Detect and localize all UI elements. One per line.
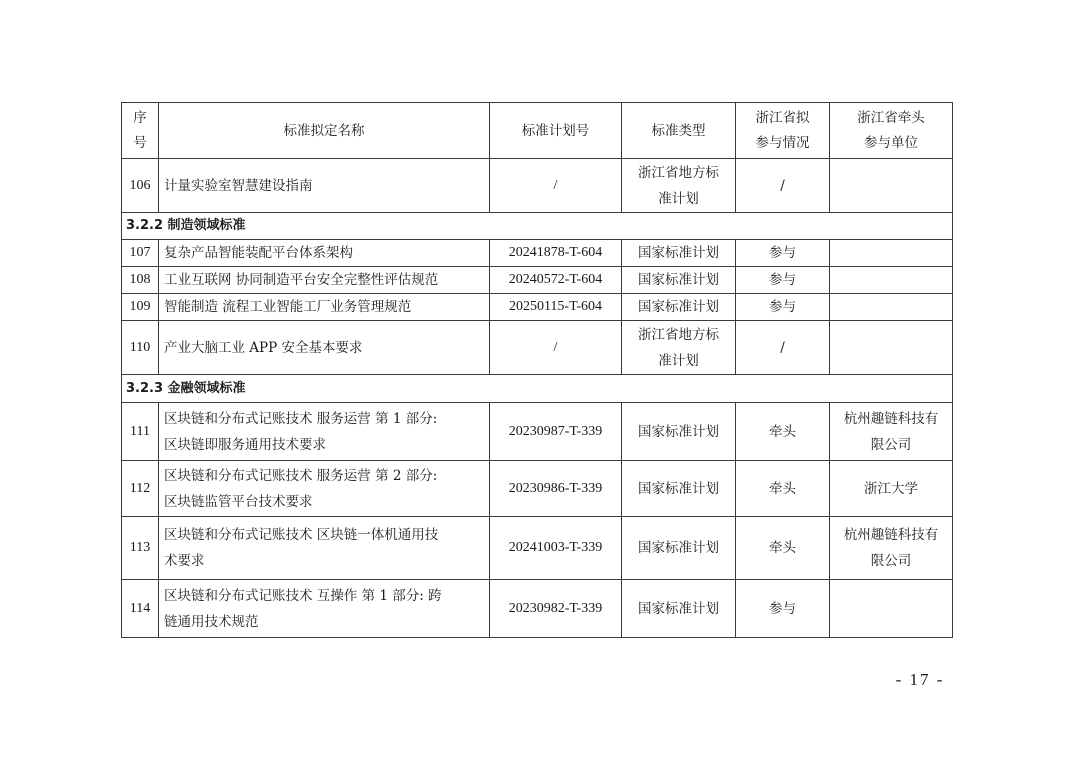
row-participation: 牵头 bbox=[736, 403, 830, 461]
row-plan-no: 20241878-T-604 bbox=[490, 240, 622, 267]
row-plan-no: 20230987-T-339 bbox=[490, 403, 622, 461]
row-type: 国家标准计划 bbox=[622, 240, 736, 267]
section-title: 3.2.3 金融领域标准 bbox=[122, 375, 953, 403]
header-participation: 浙江省拟 参与情况 bbox=[736, 103, 830, 159]
row-lead-unit bbox=[830, 240, 953, 267]
row-plan-no: 20250115-T-604 bbox=[490, 294, 622, 321]
table-row bbox=[122, 240, 953, 267]
section-row bbox=[122, 375, 953, 403]
row-plan-no: 20241003-T-339 bbox=[490, 517, 622, 580]
table-row bbox=[122, 294, 953, 321]
page-number: - 17 - bbox=[895, 670, 945, 689]
row-name: 计量实验室智慧建设指南 bbox=[159, 159, 490, 213]
row-name: 智能制造 流程工业智能工厂业务管理规范 bbox=[159, 294, 490, 321]
row-lead-unit: 杭州趣链科技有 限公司 bbox=[830, 517, 953, 580]
table-body bbox=[122, 159, 953, 638]
row-participation: 参与 bbox=[736, 240, 830, 267]
header-name: 标准拟定名称 bbox=[159, 103, 490, 159]
row-type: 浙江省地方标 准计划 bbox=[622, 159, 736, 213]
section-row bbox=[122, 213, 953, 240]
row-participation: 牵头 bbox=[736, 461, 830, 517]
row-type: 国家标准计划 bbox=[622, 517, 736, 580]
header-row bbox=[122, 103, 953, 159]
row-type: 浙江省地方标 准计划 bbox=[622, 321, 736, 375]
row-lead-unit bbox=[830, 321, 953, 375]
table-row bbox=[122, 517, 953, 580]
row-participation: 牵头 bbox=[736, 517, 830, 580]
row-seq: 112 bbox=[122, 461, 159, 517]
row-lead-unit bbox=[830, 267, 953, 294]
row-seq: 107 bbox=[122, 240, 159, 267]
table-row bbox=[122, 267, 953, 294]
header-seq: 序 号 bbox=[122, 103, 159, 159]
table-row bbox=[122, 321, 953, 375]
row-name: 区块链和分布式记账技术 区块链一体机通用技 术要求 bbox=[159, 517, 490, 580]
row-type: 国家标准计划 bbox=[622, 267, 736, 294]
row-participation: 参与 bbox=[736, 267, 830, 294]
row-name: 区块链和分布式记账技术 互操作 第 1 部分: 跨 链通用技术规范 bbox=[159, 580, 490, 638]
table-row bbox=[122, 580, 953, 638]
standards-table bbox=[121, 102, 953, 638]
row-seq: 113 bbox=[122, 517, 159, 580]
row-seq: 114 bbox=[122, 580, 159, 638]
row-plan-no: / bbox=[490, 321, 622, 375]
row-seq: 110 bbox=[122, 321, 159, 375]
row-participation: / bbox=[736, 159, 830, 213]
row-participation: 参与 bbox=[736, 294, 830, 321]
row-seq: 111 bbox=[122, 403, 159, 461]
row-plan-no: 20230986-T-339 bbox=[490, 461, 622, 517]
row-lead-unit bbox=[830, 580, 953, 638]
row-plan-no: 20240572-T-604 bbox=[490, 267, 622, 294]
table-row bbox=[122, 159, 953, 213]
row-type: 国家标准计划 bbox=[622, 580, 736, 638]
row-type: 国家标准计划 bbox=[622, 294, 736, 321]
row-plan-no: / bbox=[490, 159, 622, 213]
section-title: 3.2.2 制造领域标准 bbox=[122, 213, 953, 240]
header-lead-unit: 浙江省牵头 参与单位 bbox=[830, 103, 953, 159]
row-seq: 108 bbox=[122, 267, 159, 294]
table-header bbox=[122, 103, 953, 159]
row-seq: 109 bbox=[122, 294, 159, 321]
row-type: 国家标准计划 bbox=[622, 461, 736, 517]
row-type: 国家标准计划 bbox=[622, 403, 736, 461]
row-name: 复杂产品智能装配平台体系架构 bbox=[159, 240, 490, 267]
row-seq: 106 bbox=[122, 159, 159, 213]
row-lead-unit bbox=[830, 294, 953, 321]
row-name: 区块链和分布式记账技术 服务运营 第 2 部分: 区块链监管平台技术要求 bbox=[159, 461, 490, 517]
header-type: 标准类型 bbox=[622, 103, 736, 159]
table-row bbox=[122, 403, 953, 461]
row-participation: / bbox=[736, 321, 830, 375]
row-plan-no: 20230982-T-339 bbox=[490, 580, 622, 638]
row-lead-unit bbox=[830, 159, 953, 213]
row-lead-unit: 浙江大学 bbox=[830, 461, 953, 517]
row-name: 工业互联网 协同制造平台安全完整性评估规范 bbox=[159, 267, 490, 294]
header-plan-no: 标准计划号 bbox=[490, 103, 622, 159]
row-participation: 参与 bbox=[736, 580, 830, 638]
row-name: 产业大脑工业 APP 安全基本要求 bbox=[159, 321, 490, 375]
row-lead-unit: 杭州趣链科技有 限公司 bbox=[830, 403, 953, 461]
row-name: 区块链和分布式记账技术 服务运营 第 1 部分: 区块链即服务通用技术要求 bbox=[159, 403, 490, 461]
table-row bbox=[122, 461, 953, 517]
